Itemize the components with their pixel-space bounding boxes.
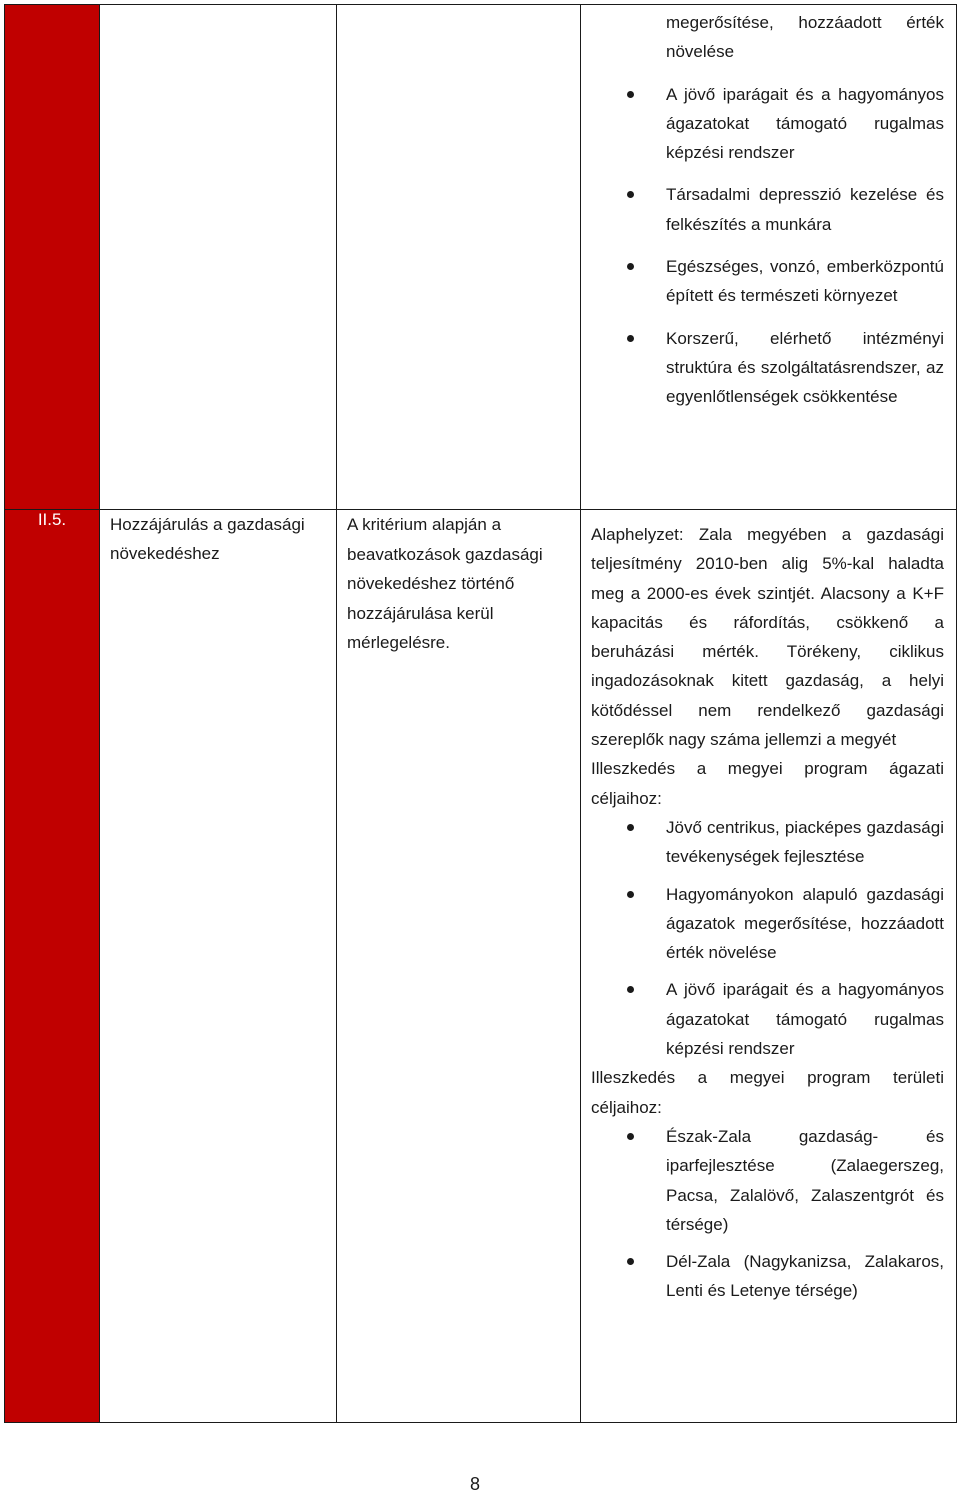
list-item: A jövő iparágait és a hagyományos ágazatokat támogató rugalmas képzési rendszer — [591, 80, 944, 168]
criterion-name-cell — [100, 510, 337, 1423]
description-cell-continuation — [581, 5, 957, 510]
bullet-icon — [627, 91, 634, 98]
criterion-code: II.5. — [5, 510, 100, 1423]
bullet-icon — [627, 263, 634, 270]
territorial-goals-list — [591, 1122, 944, 1306]
sectoral-goals-list — [591, 813, 944, 1063]
list-item: Dél-Zala (Nagykanizsa, Zalakaros, Lenti és Letenye térsége) — [591, 1247, 944, 1306]
criterion-name: Hozzájárulás a gazdasági növekedéshez — [110, 515, 305, 563]
list-item: Korszerű, elérhető intézményi struktúra és szolgáltatásrendszer, az egyenlőtlenségek csökkentése — [591, 324, 944, 412]
table-row-continuation — [5, 5, 957, 510]
list-item: Társadalmi depresszió kezelése és felkészítés a munkára — [591, 180, 944, 239]
list-item: Egészséges, vonzó, emberközpontú épített és természeti környezet — [591, 252, 944, 311]
sectoral-heading: Illeszkedés a megyei program ágazati céljaihoz: — [591, 759, 944, 808]
bullet-icon — [627, 986, 634, 993]
table-row-ii5 — [5, 510, 957, 1423]
fit-description-cell — [581, 510, 957, 1423]
bullet-icon — [627, 191, 634, 198]
continuation-list — [591, 8, 944, 412]
bullet-icon — [627, 1258, 634, 1265]
territorial-heading: Illeszkedés a megyei program területi céljaihoz: — [591, 1068, 944, 1117]
bullet-icon — [627, 1133, 634, 1140]
criterion-cell-empty — [337, 5, 581, 510]
baseline-paragraph: Alaphelyzet: Zala megyében a gazdasági teljesítmény 2010-ben alig 5%-kal haladta meg a 2000-es évek szintjét. Alacsony a K+F kapacitás és ráfordítás, csökkenő a beruházási mérték. Törékeny, ciklikus ingadozásoknak kitett gazdaság, a helyi kötődéssel nem rendelkező gazdasági szereplők nagy száma jellemzi a megyét — [591, 525, 944, 750]
list-item: Jövő centrikus, piacképes gazdasági tevékenységek fejlesztése — [591, 813, 944, 872]
list-item: Észak-Zala gazdaság- és iparfejlesztése (Zalaegerszeg, Pacsa, Zalalövő, Zalaszentgrót és térsége) — [591, 1122, 944, 1239]
list-item: megerősítése, hozzáadott érték növelése — [666, 13, 944, 62]
list-item: A jövő iparágait és a hagyományos ágazatokat támogató rugalmas képzési rendszer — [591, 975, 944, 1063]
bullet-icon — [627, 335, 634, 342]
criterion-description: A kritérium alapján a beavatkozások gazdasági növekedéshez történő hozzájárulása kerül mérlegelésre. — [347, 515, 543, 652]
page-number: 8 — [469, 1474, 480, 1494]
criterion-description-cell — [337, 510, 581, 1423]
bullet-icon — [627, 891, 634, 898]
bullet-icon — [627, 824, 634, 831]
criteria-table — [4, 4, 957, 1423]
name-cell-empty — [100, 5, 337, 510]
list-item: Hagyományokon alapuló gazdasági ágazatok megerősítése, hozzáadott érték növelése — [591, 880, 944, 968]
code-cell-empty — [5, 5, 100, 510]
